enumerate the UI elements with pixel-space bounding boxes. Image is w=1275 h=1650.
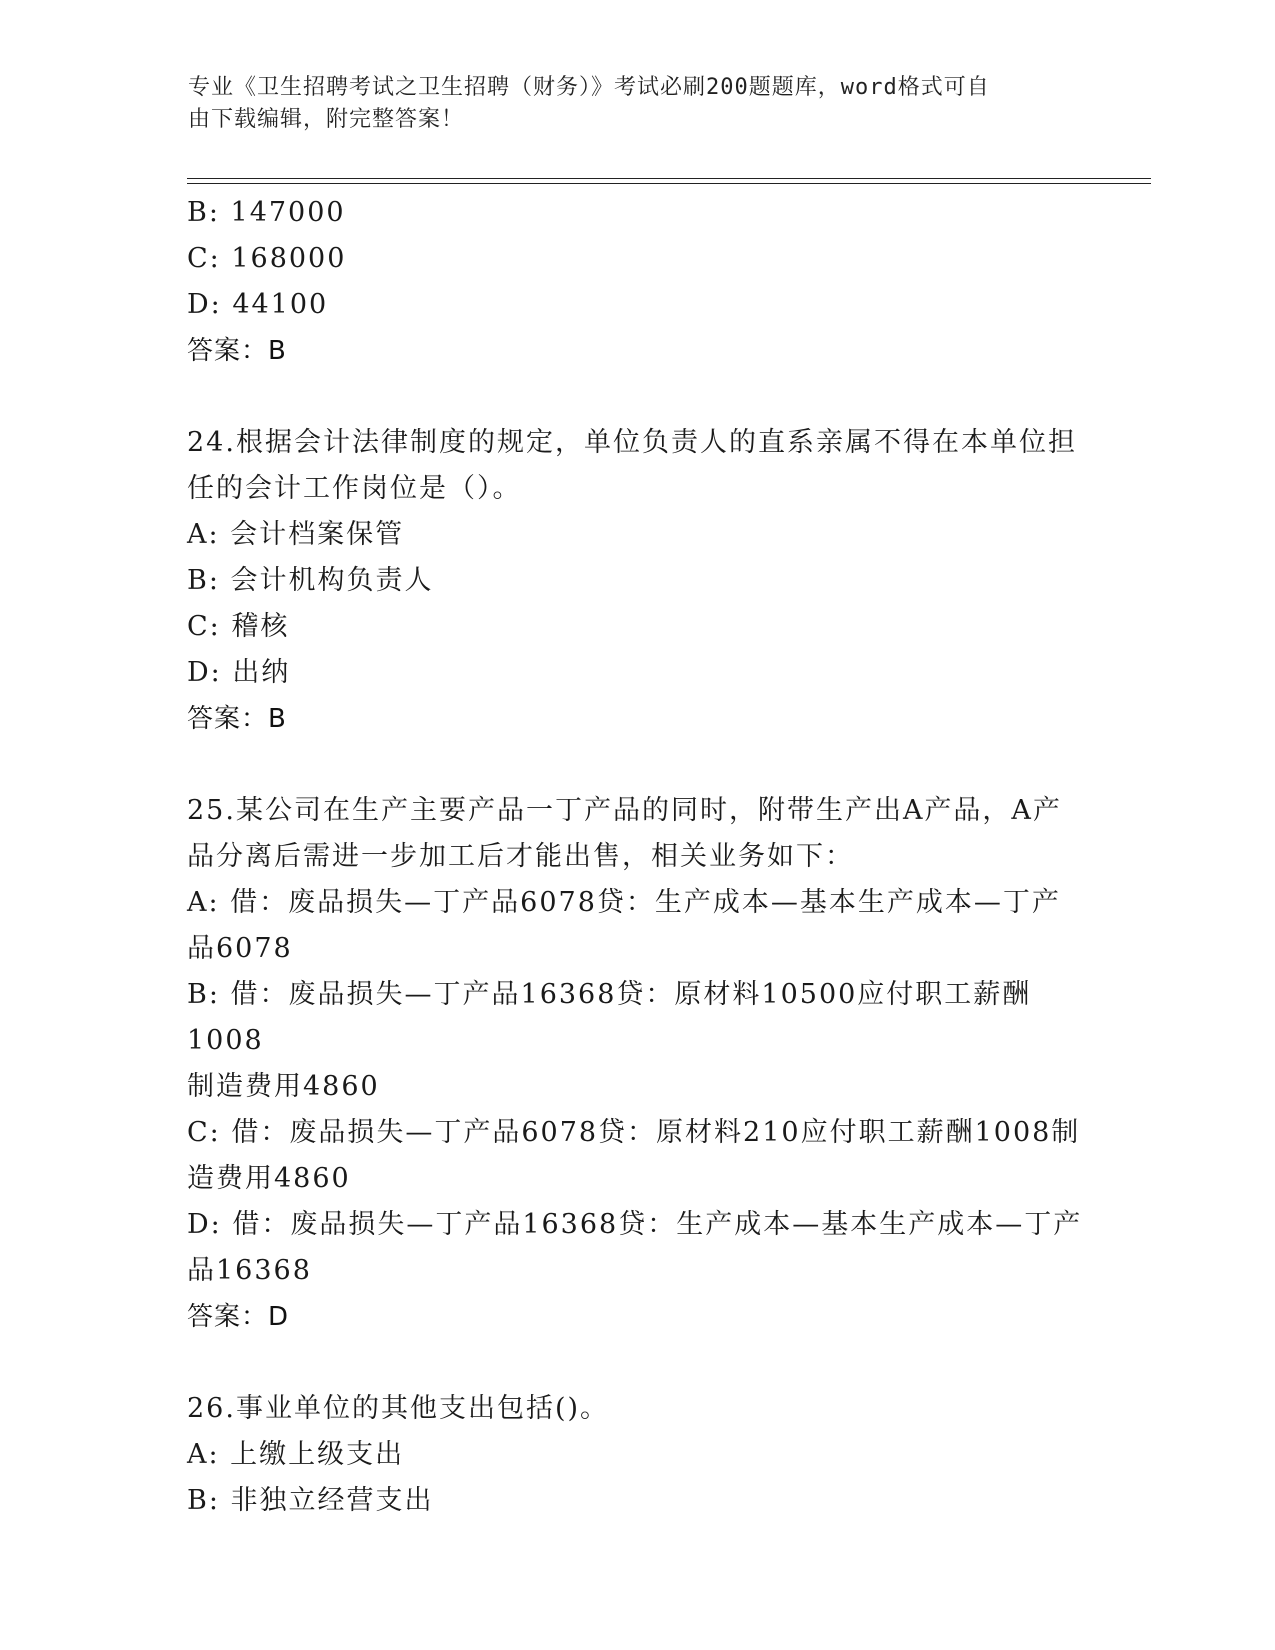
answer-line: 答案：B: [187, 336, 287, 366]
option-d: D: 借：废品损失—丁产品16368贷：生产成本—基本生产成本—丁产: [187, 1209, 1083, 1240]
option-b: B: 147000: [187, 197, 346, 228]
answer-line: 答案：B: [187, 704, 287, 734]
header-line-1: 专业《卫生招聘考试之卫生招聘（财务）》考试必刷200题题库，word格式可自: [188, 75, 990, 100]
question-25: [187, 788, 1087, 1340]
question-23-tail: [187, 190, 1087, 374]
option-d-cont: 品16368: [187, 1255, 312, 1286]
question-26: [187, 1386, 1087, 1524]
option-d: D: 出纳: [187, 657, 291, 688]
option-c-cont: 造费用4860: [187, 1163, 351, 1194]
question-stem: 24.根据会计法律制度的规定，单位负责人的直系亲属不得在本单位担: [187, 427, 1077, 458]
question-list: [187, 190, 1087, 1524]
spacer: [187, 1340, 1087, 1386]
option-b: B: 借：废品损失—丁产品16368贷：原材料10500应付职工薪酬1008: [187, 979, 1032, 1056]
option-b-cont: 制造费用4860: [187, 1071, 380, 1102]
spacer: [187, 742, 1087, 788]
header-divider-bottom: [187, 183, 1151, 184]
question-stem-cont: 品分离后需进一步加工后才能出售，相关业务如下：: [187, 841, 854, 872]
option-b: B: 非独立经营支出: [187, 1485, 434, 1516]
answer-line: 答案：D: [187, 1302, 290, 1332]
option-a-cont: 品6078: [187, 933, 293, 964]
spacer: [187, 374, 1087, 420]
question-stem-cont: 任的会计工作岗位是（）。: [187, 473, 522, 504]
question-stem: 25.某公司在生产主要产品一丁产品的同时，附带生产出A产品，A产: [187, 795, 1062, 826]
option-c: C: 借：废品损失—丁产品6078贷：原材料210应付职工薪酬1008制: [187, 1117, 1081, 1148]
option-b: B: 会计机构负责人: [187, 565, 434, 596]
question-stem: 26.事业单位的其他支出包括()。: [187, 1393, 610, 1424]
document-header: [188, 72, 1068, 136]
header-divider-top: [187, 178, 1151, 179]
header-line-2: 由下载编辑，附完整答案！: [188, 107, 465, 132]
question-24: [187, 420, 1087, 742]
option-d: D: 44100: [187, 289, 329, 320]
option-c: C: 168000: [187, 243, 347, 274]
option-a: A: 会计档案保管: [187, 519, 405, 550]
option-a: A: 借：废品损失—丁产品6078贷：生产成本—基本生产成本—丁产: [187, 887, 1061, 918]
option-c: C: 稽核: [187, 611, 290, 642]
option-a: A: 上缴上级支出: [187, 1439, 405, 1470]
